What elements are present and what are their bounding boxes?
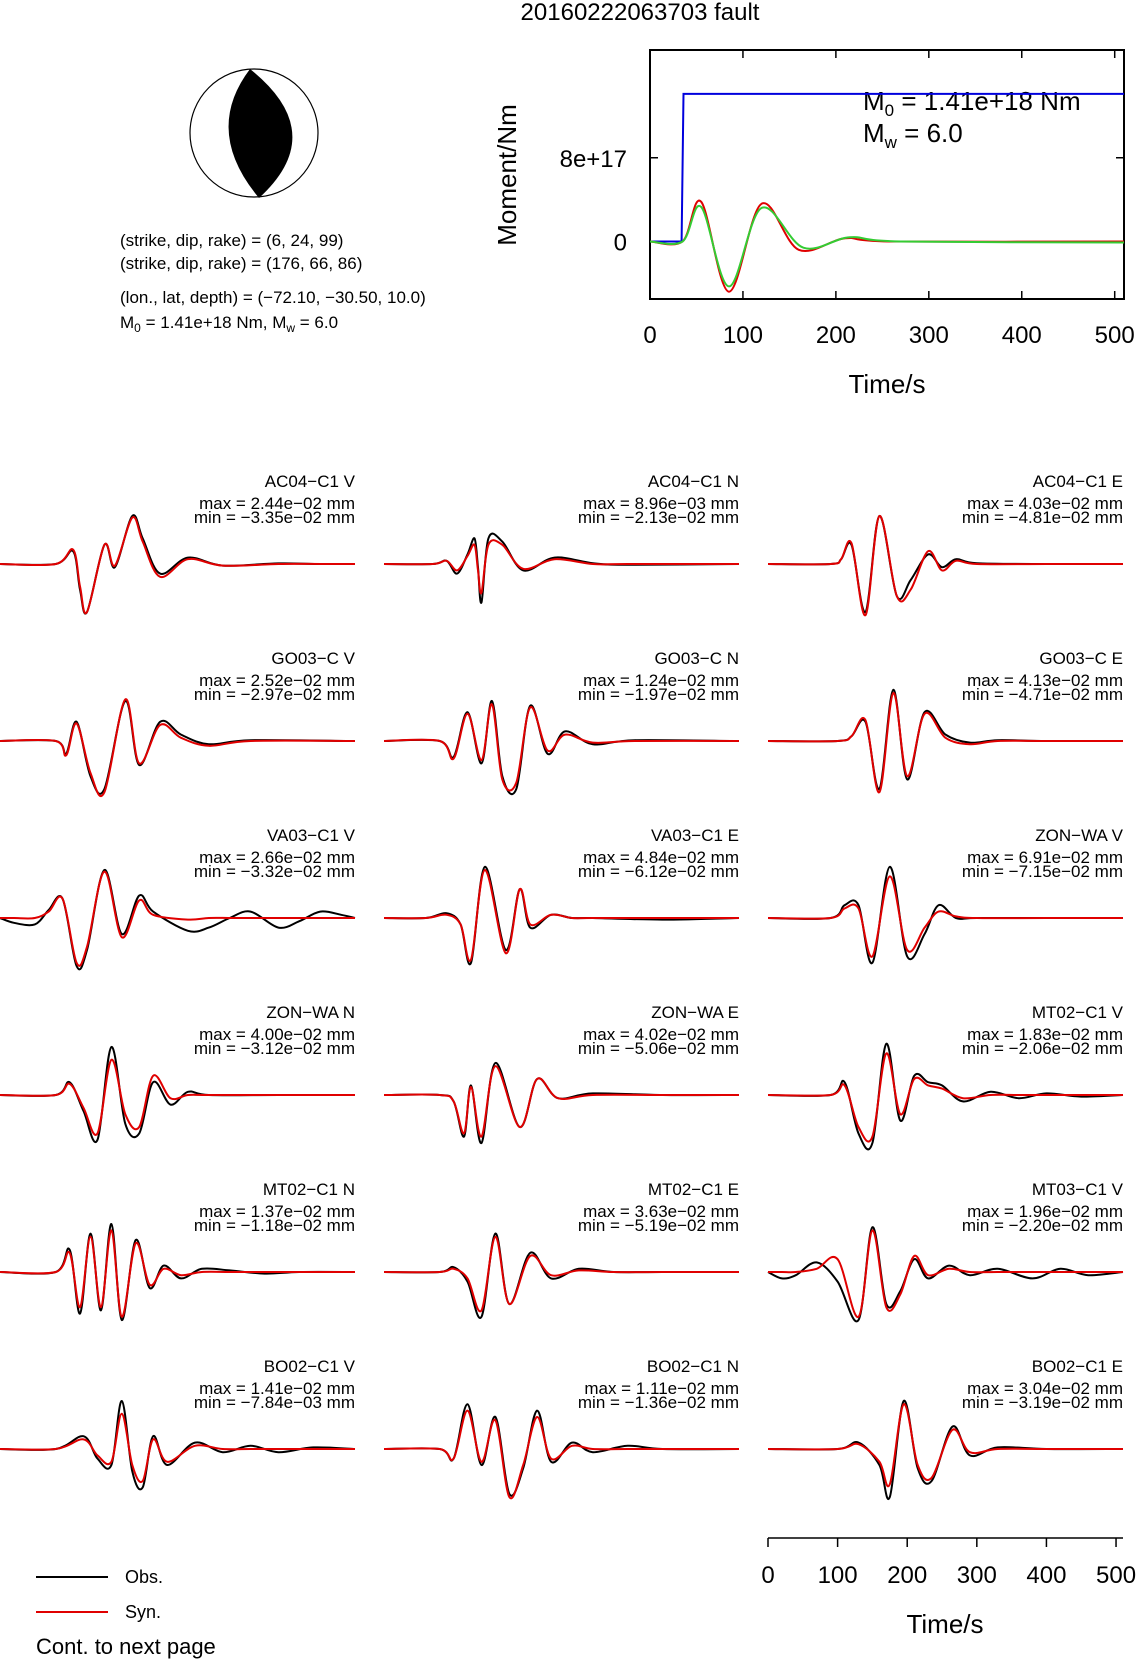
station-label: GO03−C V [271,649,355,668]
trace-max-label: max = 2.66e−02 mm [199,848,355,867]
observed-trace [768,690,1123,790]
waveform-panel [384,1180,739,1318]
trace-max-label: max = 2.52e−02 mm [199,671,355,690]
synthetic-trace [384,870,739,961]
moment-summary: $M_0 = 1.41e+18$ Nm, $M_w = 6.0$ [120,313,339,335]
synthetic-trace [0,517,355,613]
waveform-xtick-label: 500 [1096,1562,1137,1589]
trace-min-label: min = −3.35e−02 mm [193,508,355,527]
trace-max-label: max = 1.24e−02 mm [583,671,739,690]
station-label: MT03−C1 V [1031,1180,1123,1199]
observed-trace [0,1401,355,1489]
moment-xtick-label: 200 [815,322,856,349]
waveform-panel [0,1003,355,1142]
observed-trace [384,701,739,794]
synthetic-trace [384,1411,739,1499]
synthetic-trace [768,1404,1123,1486]
station-label: MT02−C1 N [262,1180,355,1199]
trace-max-label: max = 1.83e−02 mm [967,1025,1123,1044]
observed-trace [0,701,355,794]
trace-max-label: max = 4.03e−02 mm [967,494,1123,513]
synthetic-trace [768,1053,1123,1141]
waveform-xtick-label: 400 [1026,1562,1067,1589]
legend-syn-label: Syn. [125,1602,162,1622]
synthetic-trace [768,1230,1123,1317]
moment-m0-label: $M_0 = 1.41e+18$ Nm [863,86,1081,120]
moment-ylabel: Moment/Nm [492,104,522,246]
waveform-panel [0,826,356,969]
legend-obs-label: Obs. [125,1567,164,1587]
moment-xtick-label: 100 [722,322,763,349]
station-label: VA03−C1 E [650,826,739,845]
synthetic-trace [0,1230,355,1316]
synthetic-trace [384,1237,739,1312]
trace-max-label: max = 4.02e−02 mm [583,1025,739,1044]
trace-max-label: max = 6.91e−02 mm [967,848,1123,867]
trace-min-label: min = −2.97e−02 mm [193,685,355,704]
trace-max-label: max = 4.00e−02 mm [199,1025,355,1044]
observed-trace [384,1234,739,1318]
trace-min-label: min = −5.06e−02 mm [577,1039,739,1058]
waveform-panel [384,826,739,964]
station-label: GO03−C E [1039,649,1123,668]
station-label: BO02−C1 V [263,1357,355,1376]
moment-xtick-label: 300 [908,322,949,349]
station-label: ZON−WA E [651,1003,739,1022]
observed-trace [384,1404,739,1496]
trace-max-label: max = 4.13e−02 mm [967,671,1123,690]
focal-mechanism-beachball [190,69,318,198]
trace-min-label: min = −1.36e−02 mm [577,1393,739,1412]
legend [36,1567,216,1659]
waveform-panel [768,826,1124,963]
waveform-xlabel: Time/s [906,1609,984,1639]
station-label: MT02−C1 V [1031,1003,1123,1022]
waveform-panel [384,1357,739,1498]
moment-xtick-label: 500 [1094,322,1135,349]
moment-series-green [650,206,1124,287]
observed-trace [768,1227,1123,1321]
waveform-xtick-label: 0 [761,1562,775,1589]
trace-min-label: min = −4.81e−02 mm [961,508,1123,527]
observed-trace [768,867,1123,964]
trace-min-label: min = −4.71e−02 mm [961,685,1123,704]
trace-min-label: min = −1.97e−02 mm [577,685,739,704]
trace-max-label: max = 1.96e−02 mm [967,1202,1123,1221]
moment-series-red [650,201,1124,292]
trace-min-label: min = −2.20e−02 mm [961,1216,1123,1235]
trace-min-label: min = −7.84e−03 mm [193,1393,355,1412]
station-label: VA03−C1 V [266,826,355,845]
nodal-plane-1: (strike, dip, rake) = (6, 24, 99) [120,231,344,250]
waveform-panel [0,472,356,614]
trace-min-label: min = −6.12e−02 mm [577,862,739,881]
trace-max-label: max = 8.96e−03 mm [583,494,739,513]
nodal-plane-2: (strike, dip, rake) = (176, 66, 86) [120,254,363,273]
trace-max-label: max = 2.44e−02 mm [199,494,355,513]
event-location: (lon., lat, depth) = (−72.10, −30.50, 10.0) [120,288,426,307]
moment-xtick-label: 0 [643,322,657,349]
trace-min-label: min = −7.15e−02 mm [961,862,1123,881]
trace-max-label: max = 3.04e−02 mm [967,1379,1123,1398]
waveform-panel [768,649,1123,792]
waveform-xtick-label: 100 [817,1562,858,1589]
station-label: ZON−WA N [266,1003,355,1022]
station-label: GO03−C N [654,649,739,668]
waveform-panel [768,472,1123,615]
trace-min-label: min = −1.18e−02 mm [193,1216,355,1235]
trace-min-label: min = −2.06e−02 mm [961,1039,1123,1058]
waveform-grid [0,472,1124,1499]
waveform-panel [0,1357,356,1489]
synthetic-trace [384,704,739,790]
waveform-panel [0,1180,355,1320]
trace-min-label: min = −2.13e−02 mm [577,508,739,527]
continued-note: Cont. to next page [36,1634,216,1659]
synthetic-trace [768,693,1123,792]
moment-xtick-label: 400 [1001,322,1042,349]
observed-trace [384,534,739,603]
observed-trace [384,1063,739,1143]
waveform-panel [384,1003,739,1143]
trace-max-label: max = 1.41e−02 mm [199,1379,355,1398]
moment-rate-panel [492,50,1135,399]
waveform-panel [384,649,739,794]
waveform-xtick-label: 300 [956,1562,997,1589]
waveform-xtick-label: 200 [887,1562,928,1589]
synthetic-trace [0,872,355,966]
moment-xlabel: Time/s [848,369,926,399]
station-label: AC04−C1 V [264,472,355,491]
synthetic-trace [0,1060,355,1135]
trace-max-label: max = 1.11e−02 mm [584,1379,739,1398]
synthetic-trace [0,699,355,796]
station-label: AC04−C1 E [1032,472,1123,491]
trace-min-label: min = −3.12e−02 mm [193,1039,355,1058]
station-label: AC04−C1 N [647,472,739,491]
waveform-panel [0,649,356,796]
waveform-panel [768,1180,1124,1321]
station-label: BO02−C1 E [1031,1357,1123,1376]
trace-min-label: min = −5.19e−02 mm [577,1216,739,1235]
moment-mw-label: $M_w = 6.0$ [863,118,963,152]
trace-max-label: max = 3.63e−02 mm [583,1202,739,1221]
trace-max-label: max = 4.84e−02 mm [583,848,739,867]
waveform-panel [384,472,739,603]
station-label: MT02−C1 E [647,1180,739,1199]
trace-min-label: min = −3.19e−02 mm [961,1393,1123,1412]
synthetic-trace [768,876,1123,956]
figure-title: 20160222063703 fault [520,0,760,26]
waveform-panel [768,1357,1123,1499]
trace-max-label: max = 1.37e−02 mm [199,1202,355,1221]
moment-ytick-label: 0 [613,229,627,257]
station-label: BO02−C1 N [646,1357,739,1376]
synthetic-trace [384,540,739,593]
trace-min-label: min = −3.32e−02 mm [193,862,355,881]
station-label: ZON−WA V [1035,826,1123,845]
synthetic-trace [384,1066,739,1137]
waveform-time-axis [761,1538,1136,1639]
waveform-panel [768,1003,1124,1149]
moment-ytick-label: 8e+17 [559,145,627,173]
